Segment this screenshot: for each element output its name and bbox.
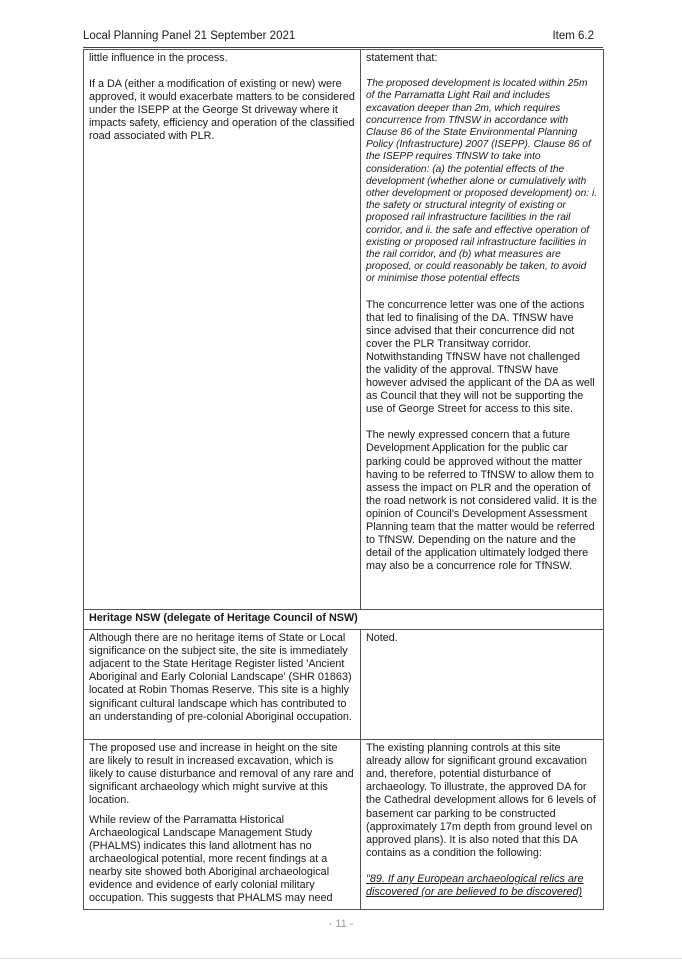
submission-text: Although there are no heritage items of State or Local significance on the subject site, the site is immediately adjacent to the State Heritage Register listed 'Ancient Aboriginal and Early Colonial Landscape' (SHR 01863) located at Robin Thomas Reserve. This site is a highly significant cultural landscape which has contributed to an understanding of pre-colonial Aboriginal occupation. (89, 632, 352, 723)
consultation-table (83, 49, 604, 910)
submission-text: If a DA (either a modification of existing or new) were approved, it would exacerbate matters to be considered under the ISEPP at the George St driveway where it impacts safety, efficiency and operation of the classified road associated with PLR. (89, 78, 355, 143)
submission-cell (84, 740, 361, 910)
response-cell (361, 50, 604, 610)
table-row (84, 50, 604, 610)
response-text: The newly expressed concern that a future Development Application for the public car parking could be approved without the matter having to be referred to TfNSW to allow them to assess the impact on PLR and the operation of the road network is not considered valid. It is the opinion of Council's Development Assessment Planning team that the matter would be referred to TfNSW. Depending on the nature and the detail of the application ultimately lodged there may also be a concurrence role for TfNSW. (366, 429, 598, 573)
submission-text: While review of the Parramatta Historical Archaeological Landscape Management Study (PHALMS) indicates this land allotment has no archaeological potential, more recent findings at a nearby site showed both Aboriginal archaeological evidence and evidence of early colonial military occupation. This suggests that PHALMS may need (89, 813, 333, 905)
submission-text: little influence in the process. (89, 52, 228, 64)
header-title: Local Planning Panel 21 September 2021 (83, 30, 296, 42)
response-cell (361, 740, 604, 910)
submission-cell (84, 50, 361, 610)
response-text: The existing planning controls at this site already allow for significant ground excavation and, therefore, potential disturbance of archaeology. To illustrate, the approved DA for the Cathedral development allows for 6 levels of basement car parking to be constructed (approximately 17m depth from ground level on approved plans). It is also noted that this DA contains as a condition the following: (366, 742, 596, 859)
condition-quote: "89. If any European archaeological relics are discovered (or are believed to be discovered) (366, 872, 584, 899)
section-heading: Heritage NSW (delegate of Heritage Council of NSW) (84, 610, 604, 630)
submission-text: The proposed use and increase in height on the site are likely to result in increased excavation, which is likely to cause disturbance and removal of any rare and significant archaeology which might survive at this location. (89, 742, 354, 807)
response-text: The concurrence letter was one of the actions that led to finalising of the DA. TfNSW have since advised that their concurrence did not cover the PLR Transitway corridor. Notwithstanding TfNSW have not challenged the validity of the approval. TfNSW have however advised the applicant of the DA as well as Council that they will not be supporting the use of George Street for access to this site. (366, 298, 595, 416)
page-bottom-rule (0, 958, 682, 959)
section-heading-row (84, 610, 604, 630)
header-item-number: Item 6.2 (552, 30, 594, 42)
submission-cell (84, 630, 361, 740)
response-intro: statement that: (366, 52, 438, 64)
page-number: - 11 - (328, 918, 354, 930)
response-cell (361, 630, 604, 740)
header-rule (83, 47, 603, 48)
table-row (84, 630, 604, 740)
table-row (84, 740, 604, 910)
response-text: Noted. (366, 632, 398, 645)
response-quote: The proposed development is located within 25m of the Parramatta Light Rail and includes excavation deeper than 2m, which requires concurrence from TfNSW in accordance with Clause 86 of the State Environmental Planning Policy (Infrastructure) 2007 (ISEPP). Clause 86 of the ISEPP requires TfNSW to take into consideration: (a) the potential effects of the development (whether alone or cumulatively with other development or proposed development) on: i. the safety or structural integrity of existing or proposed rail infrastructure facilities in the rail corridor, and ii. the safe and effective operation of existing or proposed rail infrastructure facilities in the rail corridor, and (b) what measures are proposed, or could reasonably be taken, to avoid or minimise those potential effects (366, 78, 598, 285)
